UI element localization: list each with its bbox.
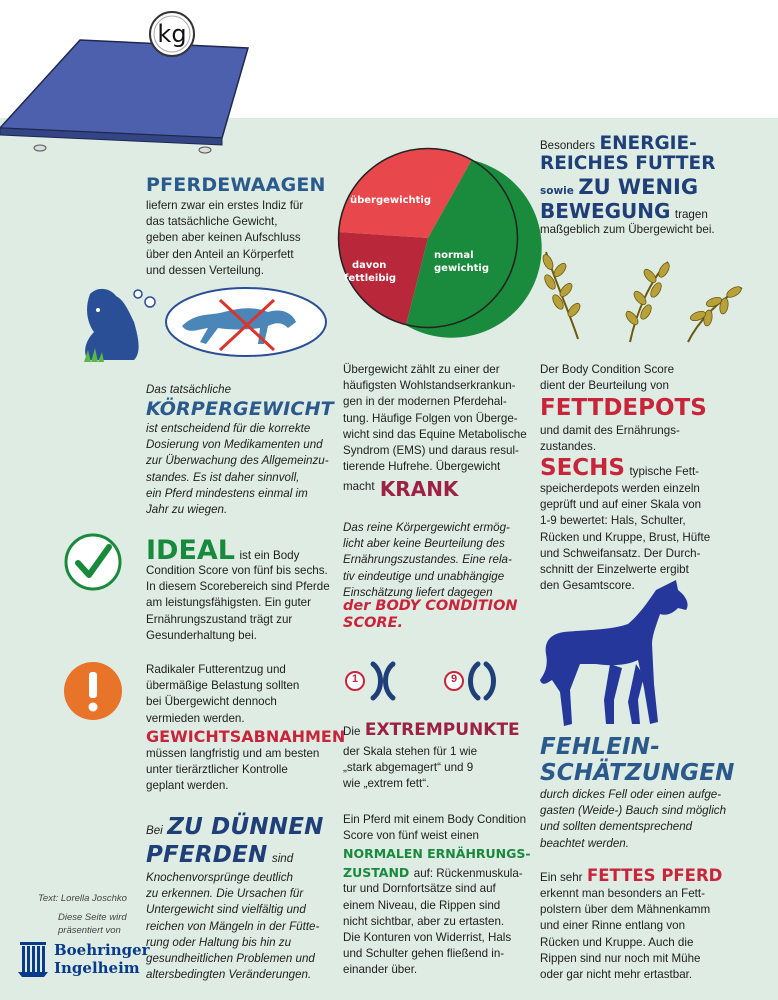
extrem-prefix: Die: [343, 725, 361, 738]
score-high-number: 9: [450, 673, 458, 685]
sechs-text: speicherdepots werden einzeln geprüft und auf einer Skala von 1-9 bewertet: Hals, Schulter, Rücken und Kruppe, Brust, Hüfte und Schweifansatz. Der Durch- schnitt der Einzelwerte ergibt den Gesamtscore.: [540, 482, 711, 593]
kg-label: kg: [157, 20, 187, 48]
gewicht-text-1: Radikaler Futterentzug und übermäßige Belastung sollten bei Übergewicht dennoch vermieden werden.: [146, 663, 300, 725]
sechs-block: [540, 455, 776, 594]
pie-label-normal-2: gewichtig: [434, 263, 490, 274]
normal-block: Ein Pferd mit einem Body Condition Score von fünf weist einen NORMALEN ERNÄHRUNGS- ZUSTAND auf: Rückenmuskula- tur und Dornfortsätze sind auf einem Niveau, die Rippen sind nicht sichtbar, aber zu ertasten. Die Konturen von Widerrist, Hals und Schulter gehen fließend in- einander über.: [343, 812, 533, 979]
energie-heading-3: ZU WENIG: [578, 175, 699, 199]
fehl-heading-1: FEHLEIN-: [540, 734, 660, 760]
normal-text-2: tur und Dornfortsätze sind auf einem Niveau, die Rippen sind nicht sichtbar, aber zu ertasten. Die Konturen von Widerrist, Hals und Schulter gehen fließend in- einander über.: [343, 882, 512, 977]
check-circle-icon: [64, 533, 122, 591]
brand-name-1: Boehringer: [54, 941, 150, 959]
koerpergewicht-intro: Das tatsächliche: [146, 383, 232, 396]
ideal-heading: IDEAL: [146, 535, 236, 566]
duenn-block: [146, 814, 336, 983]
credits-presented-1: Diese Seite wird: [58, 912, 127, 923]
energie-block: [540, 133, 776, 238]
bcs-heading-1: der BODY CONDITION: [343, 598, 518, 614]
extrem-block: [343, 720, 533, 793]
fettdepots-heading: FETTDEPOTS: [540, 395, 707, 421]
energie-tail: maßgeblich zum Übergewicht bei.: [540, 223, 715, 236]
pie-label-normal-1: normal: [434, 250, 474, 261]
pferdewaagen-heading: PFERDEWAAGEN: [146, 174, 326, 196]
gewicht-heading: GEWICHTSABNAHMEN: [146, 727, 346, 746]
fettes-heading: FETTES PFERD: [586, 866, 723, 885]
energie-heading-4: BEWEGUNG: [540, 199, 671, 223]
scale-illustration: [0, 0, 260, 160]
pie-label-uebergewichtig: übergewichtig: [350, 195, 432, 206]
normal-heading-2: ZUSTAND: [343, 865, 410, 881]
fettes-prefix: Ein sehr: [540, 871, 583, 884]
krank-text: Übergewicht zählt zu einer der häufigsten Wohlstandserkrankun- gen in der modernen Pferdehal- tung. Häufige Folgen von Überge- wicht sind das Equine Metabolische Syndrom (EMS) und daraus resul- tierende Hufrehe. Übergewicht macht KRANK: [343, 363, 527, 502]
score-low-number: 1: [351, 673, 359, 685]
energie-prefix: Besonders: [540, 140, 595, 152]
horse-thinking-illustration: [78, 282, 328, 372]
sechs-heading: SECHS: [540, 455, 625, 481]
fehl-text: durch dickes Fell oder einen aufge- gasten (Weide-) Bauch sind möglich und sollten dementsprechend beachtet werden.: [540, 788, 727, 850]
weight-pie-chart: [338, 148, 518, 328]
fettes-text: erkennt man besonders an Fett- polstern über dem Mähnenkamm und einer Rinne entlang von Rücken und Kruppe. Auch die Rippen sind nur noch mit Mühe oder gar nicht mehr ertastbar.: [540, 887, 711, 982]
energie-heading-2: REICHES FUTTER: [540, 153, 716, 174]
brand-name-2: Ingelheim: [54, 959, 140, 977]
credits-presented-2: präsentiert von: [58, 925, 121, 936]
bcs-intro-text: Das reine Körpergewicht ermög- licht aber keine Beurteilung des Ernährungszustandes. Eine rela- tiv eindeutige und unabhängige Einschätzung liefert dagegen: [343, 521, 512, 599]
wheat-illustration: [538, 244, 748, 344]
ideal-text: Condition Score von fünf bis sechs. In diesem Scorebereich sind Pferde am leistungsfähigsten. Ein guter Ernährungszustand trägt zur Gesunderhaltung bei.: [146, 564, 330, 642]
koerpergewicht-text: ist entscheidend für die korrekte Dosierung von Medikamenten und zur Überwachung des Allgemeinzu- standes. Es ist daher sinnvoll, ein Pferd mindestens einmal im Jahr zu wiegen.: [146, 422, 329, 517]
duenn-heading-1: ZU DÜNNEN: [167, 814, 324, 840]
duenn-bei: Bei: [146, 824, 163, 837]
fettes-block: [540, 866, 776, 983]
extrem-text: der Skala stehen für 1 wie „stark abgemagert“ und 9 wie „extrem fett“.: [343, 745, 478, 791]
credits-author: Text: Lorella Joschko: [38, 893, 127, 904]
fettdepots-text-2: und damit des Ernährungs- zustandes.: [540, 424, 680, 454]
ideal-first: ist ein Body: [239, 549, 300, 562]
energie-tragen: tragen: [674, 208, 708, 221]
warning-icon: [64, 662, 122, 720]
pie-label-fettleibig-1: davon: [352, 260, 387, 271]
energie-heading-1: ENERGIE-: [599, 133, 697, 154]
ideal-block: [146, 535, 336, 644]
pferdewaagen-text: liefern zwar ein erstes Indiz für das tatsächliche Gewicht, geben aber keinen Aufschluss über den Anteil an Körperfett und dessen Verteilung.: [146, 199, 304, 277]
boehringer-logo-icon: [16, 940, 50, 978]
energie-sowie: sowie: [540, 185, 574, 197]
pie-label-fettleibig-2: fettleibig: [344, 273, 397, 284]
fehl-heading-2: SCHÄTZUNGEN: [540, 760, 735, 786]
duenn-text: Knochenvorsprünge deutlich zu erkennen. Die Ursachen für Untergewicht sind vielfältig und reichen von Mängeln in der Fütte- rung oder Haltung bis hin zu gesundheitlichen Problemen und altersbedingten Veränderungen.: [146, 871, 320, 982]
gewicht-text-2: müssen langfristig und am besten unter tierärztlicher Kontrolle geplant werden.: [146, 747, 320, 793]
horse-silhouette: [540, 580, 690, 730]
duenn-heading-2: PFERDEN: [146, 842, 268, 868]
koerpergewicht-heading: KÖRPERGEWICHT: [146, 398, 334, 420]
normal-heading-1: NORMALEN ERNÄHRUNGS-: [343, 846, 531, 862]
normal-after: auf: Rückenmuskula-: [413, 867, 523, 881]
krank-heading: KRANK: [379, 477, 459, 502]
bcs-heading-2: SCORE.: [343, 615, 403, 631]
duenn-sind: sind: [271, 852, 294, 865]
fettdepots-text-1: Der Body Condition Score dient der Beurteilung von: [540, 363, 675, 393]
extrem-heading: EXTREMPUNKTE: [364, 720, 520, 740]
sechs-first: typische Fett-: [629, 465, 700, 478]
